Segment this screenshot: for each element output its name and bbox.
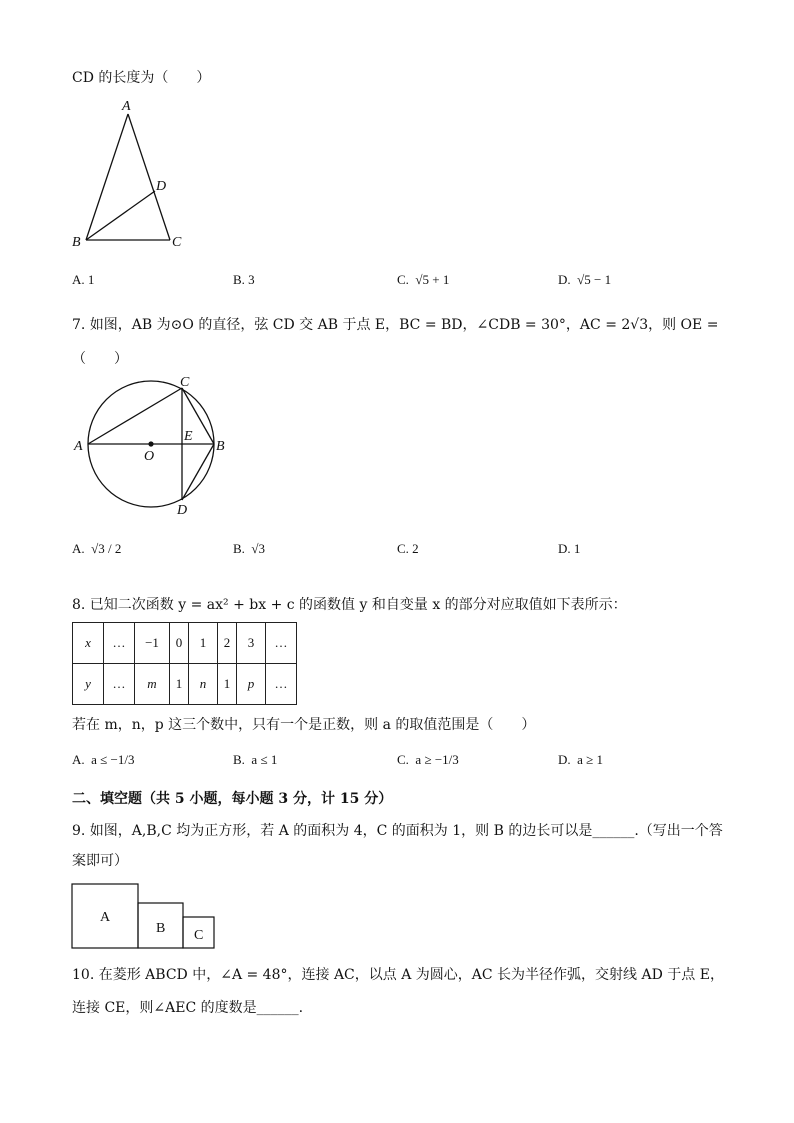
q6-tail-text: CD 的长度为（ ） — [72, 70, 211, 86]
table-cell: … — [266, 623, 297, 664]
label-e: E — [184, 429, 193, 444]
label-a: A — [74, 439, 83, 454]
section-heading: 二、填空题（共 5 小题，每小题 3 分，计 15 分） — [72, 791, 393, 807]
q8-option-c[interactable]: C. a ≥ −1/3 — [397, 752, 459, 767]
square-b-label: B — [156, 921, 166, 936]
q10-stem-line1: 10. 在菱形 ABCD 中，∠A = 48°，连接 AC，以点 A 为圆心，AC 长为半径作弧，交射线 AD 于点 E， — [72, 967, 724, 983]
label-d: D — [156, 179, 167, 194]
label-a: A — [122, 99, 131, 114]
segment-ac — [88, 388, 182, 444]
segment-bd — [182, 444, 214, 500]
q7-option-a[interactable]: A. √3 / 2 — [72, 541, 122, 556]
table-cell: p — [237, 664, 266, 705]
table-cell: y — [73, 664, 104, 705]
table-cell: … — [266, 664, 297, 705]
side-ac — [128, 114, 170, 240]
table-cell: n — [189, 664, 218, 705]
table-cell: … — [104, 623, 135, 664]
q7-option-d[interactable]: D. 1 — [558, 541, 581, 556]
q6-option-a[interactable]: A. 1 — [72, 272, 95, 287]
label-o: O — [144, 449, 155, 464]
segment-bd — [86, 191, 155, 240]
side-ab — [86, 114, 128, 240]
q8-option-d[interactable]: D. a ≥ 1 — [558, 752, 604, 767]
q8-option-b[interactable]: B. a ≤ 1 — [233, 752, 278, 767]
table-cell: m — [135, 664, 170, 705]
q6-option-c[interactable]: C. √5 + 1 — [397, 272, 450, 287]
q8-question: 若在 m，n，p 这三个数中，只有一个是正数，则 a 的取值范围是（ ） — [72, 717, 536, 733]
table-cell: 1 — [218, 664, 237, 705]
table-cell: x — [73, 623, 104, 664]
q8-option-a[interactable]: A. a ≤ −1/3 — [72, 752, 135, 767]
table-cell: 3 — [237, 623, 266, 664]
label-c: C — [172, 235, 182, 250]
q10-stem-line2: 连接 CE，则∠AEC 的度数是______. — [72, 1000, 304, 1016]
label-c: C — [180, 375, 190, 390]
q7-option-b[interactable]: B. √3 — [233, 541, 266, 556]
q7-option-c[interactable]: C. 2 — [397, 541, 419, 556]
q9-stem-line1: 9. 如图，A,B,C 均为正方形，若 A 的面积为 4，C 的面积为 1，则 B 的边长可以是______.（写出一个答 — [72, 823, 723, 839]
q8-stem: 8. 已知二次函数 y = ax² + bx + c 的函数值 y 和自变量 x 的部分对应取值如下表所示： — [72, 597, 627, 613]
square-a-label: A — [100, 910, 111, 925]
label-b: B — [72, 235, 81, 250]
q7-stem-line1: 7. 如图，AB 为⊙O 的直径，弦 CD 交 AB 于点 E，BC = BD，∠CDB = 30°，AC = 2√3，则 OE = — [72, 317, 719, 333]
table-row-y — [73, 664, 297, 705]
table-cell: 1 — [170, 664, 189, 705]
q9-stem-line2: 案即可） — [72, 853, 128, 869]
center-point — [148, 441, 153, 446]
q6-triangle-figure — [60, 92, 200, 252]
table-cell: 0 — [170, 623, 189, 664]
label-b: B — [216, 439, 225, 454]
table-cell: 1 — [189, 623, 218, 664]
q8-value-table — [72, 622, 297, 705]
q7-stem-line2: （ ） — [72, 351, 128, 367]
q9-squares-figure — [70, 882, 220, 952]
table-cell: 2 — [218, 623, 237, 664]
label-d: D — [177, 503, 188, 518]
table-row-x — [73, 623, 297, 664]
q6-option-d[interactable]: D. √5 − 1 — [558, 272, 612, 287]
table-cell: −1 — [135, 623, 170, 664]
table-cell: … — [104, 664, 135, 705]
q6-option-b[interactable]: B. 3 — [233, 272, 255, 287]
q7-circle-figure — [70, 372, 235, 520]
square-c-label: C — [194, 928, 204, 943]
